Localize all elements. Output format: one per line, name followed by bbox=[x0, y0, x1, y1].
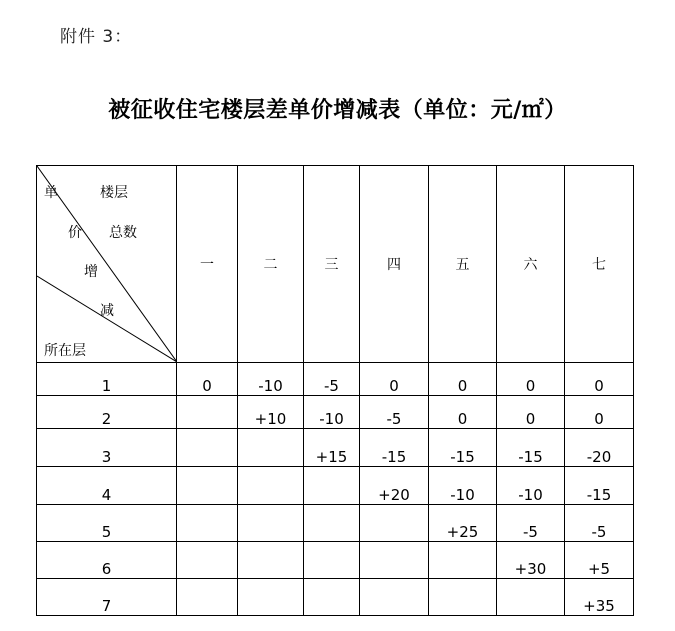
value-cell bbox=[177, 542, 238, 579]
column-header-2: 二 bbox=[238, 166, 304, 363]
table-row bbox=[37, 396, 634, 429]
value-cell bbox=[304, 467, 360, 505]
value-cell: -10 bbox=[304, 396, 360, 429]
value-cell: -5 bbox=[304, 363, 360, 396]
value-cell bbox=[177, 505, 238, 542]
value-cell bbox=[304, 505, 360, 542]
corner-label-louceng: 楼层 bbox=[100, 185, 128, 201]
floor-cell: 4 bbox=[37, 467, 177, 505]
value-cell bbox=[304, 579, 360, 616]
page-title: 被征收住宅楼层差单价增减表（单位：元/㎡） bbox=[108, 97, 567, 123]
table-row bbox=[37, 467, 634, 505]
corner-label-suozaiceng: 所在层 bbox=[44, 343, 86, 359]
table-row bbox=[37, 579, 634, 616]
value-cell: -15 bbox=[565, 467, 634, 505]
value-cell: -15 bbox=[429, 429, 497, 467]
column-header-1: 一 bbox=[177, 166, 238, 363]
corner-label-jia: 价 bbox=[68, 225, 82, 241]
value-cell: 0 bbox=[497, 363, 565, 396]
value-cell bbox=[177, 579, 238, 616]
value-cell bbox=[238, 467, 304, 505]
value-cell: +20 bbox=[360, 467, 429, 505]
value-cell: 0 bbox=[360, 363, 429, 396]
value-cell bbox=[238, 542, 304, 579]
value-cell bbox=[360, 505, 429, 542]
value-cell bbox=[429, 542, 497, 579]
value-cell bbox=[360, 542, 429, 579]
corner-label-dan: 单 bbox=[44, 185, 58, 201]
attachment-label: 附件 3： bbox=[60, 27, 133, 47]
value-cell: 0 bbox=[177, 363, 238, 396]
value-cell bbox=[177, 429, 238, 467]
value-cell: -5 bbox=[497, 505, 565, 542]
column-header-7: 七 bbox=[565, 166, 634, 363]
value-cell: 0 bbox=[429, 396, 497, 429]
column-header-4: 四 bbox=[360, 166, 429, 363]
value-cell bbox=[177, 467, 238, 505]
value-cell bbox=[497, 579, 565, 616]
value-cell bbox=[177, 396, 238, 429]
value-cell: -20 bbox=[565, 429, 634, 467]
value-cell: +5 bbox=[565, 542, 634, 579]
value-cell: -10 bbox=[238, 363, 304, 396]
floor-price-table bbox=[36, 165, 634, 616]
value-cell: +15 bbox=[304, 429, 360, 467]
value-cell: +10 bbox=[238, 396, 304, 429]
value-cell: 0 bbox=[565, 396, 634, 429]
value-cell bbox=[238, 579, 304, 616]
table-row bbox=[37, 363, 634, 396]
floor-cell: 6 bbox=[37, 542, 177, 579]
column-header-5: 五 bbox=[429, 166, 497, 363]
value-cell: -10 bbox=[429, 467, 497, 505]
value-cell: -5 bbox=[360, 396, 429, 429]
floor-cell: 7 bbox=[37, 579, 177, 616]
corner-label-jian: 减 bbox=[100, 303, 114, 319]
value-cell: -15 bbox=[497, 429, 565, 467]
corner-label-zeng: 增 bbox=[84, 264, 98, 280]
value-cell bbox=[360, 579, 429, 616]
floor-cell: 2 bbox=[37, 396, 177, 429]
value-cell bbox=[304, 542, 360, 579]
value-cell: 0 bbox=[429, 363, 497, 396]
value-cell: -15 bbox=[360, 429, 429, 467]
corner-label-zongshu: 总数 bbox=[109, 225, 137, 241]
floor-cell: 1 bbox=[37, 363, 177, 396]
floor-cell: 5 bbox=[37, 505, 177, 542]
value-cell: +30 bbox=[497, 542, 565, 579]
header-row bbox=[37, 166, 634, 363]
value-cell: -10 bbox=[497, 467, 565, 505]
table-row bbox=[37, 505, 634, 542]
value-cell: +35 bbox=[565, 579, 634, 616]
value-cell bbox=[238, 429, 304, 467]
corner-header-cell bbox=[37, 166, 177, 363]
floor-cell: 3 bbox=[37, 429, 177, 467]
value-cell bbox=[429, 579, 497, 616]
column-header-3: 三 bbox=[304, 166, 360, 363]
table-row bbox=[37, 429, 634, 467]
value-cell: 0 bbox=[497, 396, 565, 429]
value-cell: 0 bbox=[565, 363, 634, 396]
value-cell bbox=[238, 505, 304, 542]
value-cell: -5 bbox=[565, 505, 634, 542]
value-cell: +25 bbox=[429, 505, 497, 542]
table-row bbox=[37, 542, 634, 579]
column-header-6: 六 bbox=[497, 166, 565, 363]
